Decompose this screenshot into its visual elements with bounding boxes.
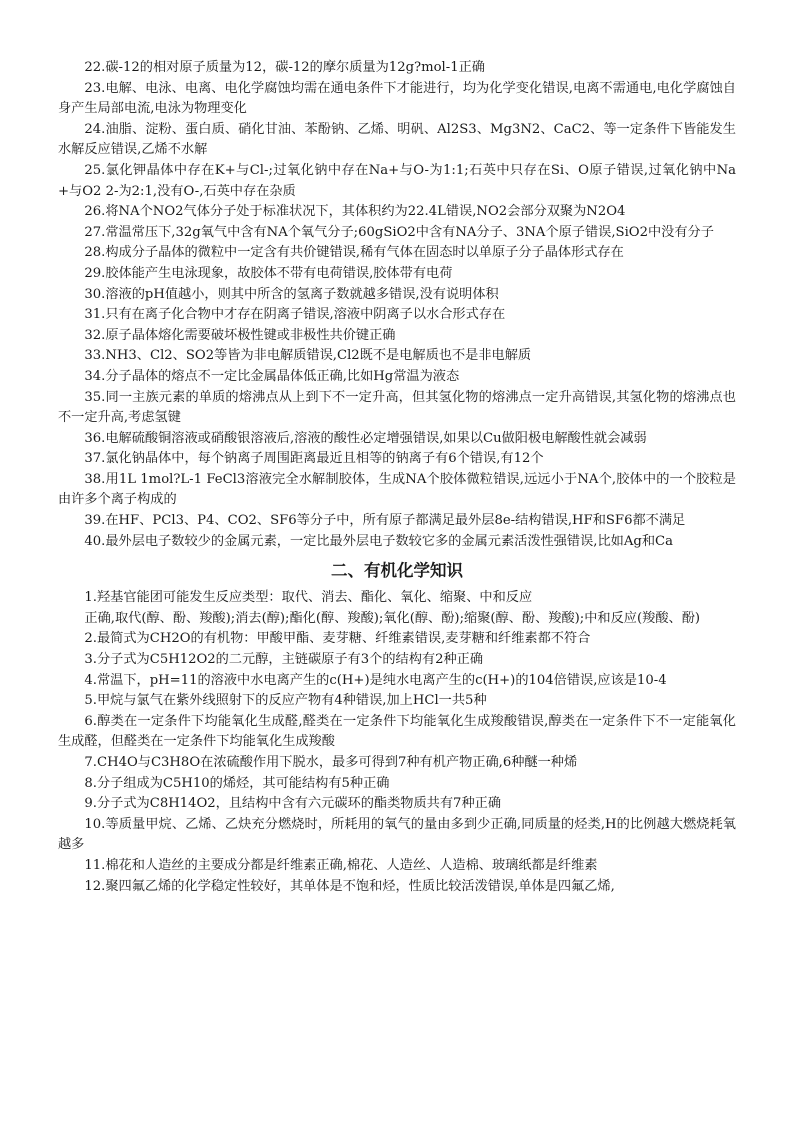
list-item: 12.聚四氟乙烯的化学稳定性较好，其单体是不饱和烃，性质比较活泼错误,单体是四氟乙烯,: [84, 878, 615, 894]
list-item: 35.同一主族元素的单质的熔沸点从上到下不一定升高，但其氢化物的熔沸点一定升高错误,其氢化物的熔沸点也不一定升高,考虑氢键: [58, 389, 736, 426]
list-item: 25.氯化钾晶体中存在K+与Cl-;过氧化钠中存在Na+与O-为1:1;石英中只存在Si、O原子错误,过氧化钠中Na+与O2 2-为2:1,没有O-,石英中存在杂质: [58, 162, 736, 199]
list-item: 23.电解、电泳、电离、电化学腐蚀均需在通电条件下才能进行，均为化学变化错误,电离不需通电,电化学腐蚀自身产生局部电流,电泳为物理变化: [58, 80, 736, 117]
list-item: 正确,取代(醇、酚、羧酸);消去(醇);酯化(醇、羧酸);氧化(醇、酚);缩聚(醇、酚、羧酸);中和反应(羧酸、酚): [84, 610, 701, 626]
list-item: 40.最外层电子数较少的金属元素，一定比最外层电子数较它多的金属元素活泼性强错误,比如Ag和Ca: [84, 533, 673, 549]
list-item: 3.分子式为C5H12O2的二元醇，主链碳原子有3个的结构有2种正确: [84, 652, 484, 668]
list-item: 7.CH4O与C3H8O在浓硫酸作用下脱水，最多可得到7种有机产物正确,6种醚一种烯: [84, 755, 578, 770]
list-item: 26.将NA个NO2气体分子处于标准状况下，其体积约为22.4L错误,NO2会部分双聚为N2O4: [84, 204, 626, 220]
list-item: 22.碳-12的相对原子质量为12，碳-12的摩尔质量为12g?mol-1正确: [84, 60, 485, 75]
list-item: 11.棉花和人造丝的主要成分都是纤维素正确,棉花、人造丝、人造棉、玻璃纸都是纤维素: [84, 857, 598, 873]
list-item: 24.油脂、淀粉、蛋白质、硝化甘油、苯酚钠、乙烯、明矾、Al2S3、Mg3N2、CaC2、等一定条件下皆能发生水解反应错误,乙烯不水解: [58, 121, 736, 158]
list-item: 4.常温下，pH=11的溶液中水电离产生的c(H+)是纯水电离产生的c(H+)的104倍错误,应该是10-4: [84, 672, 667, 688]
list-item: 10.等质量甲烷、乙烯、乙炔充分燃烧时，所耗用的氧气的量由多到少正确,同质量的烃类,H的比例越大燃烧耗氧越多: [58, 816, 736, 853]
list-item: 29.胶体能产生电泳现象，故胶体不带有电荷错误,胶体带有电荷: [84, 265, 453, 281]
list-item: 33.NH3、Cl2、SO2等皆为非电解质错误,Cl2既不是电解质也不是非电解质: [84, 348, 532, 364]
list-item: 28.构成分子晶体的微粒中一定含有共价键错误,稀有气体在固态时以单原子分子晶体形式存在: [84, 245, 624, 261]
list-item: 1.羟基官能团可能发生反应类型：取代、消去、酯化、氧化、缩聚、中和反应: [84, 590, 533, 606]
list-item: 39.在HF、PCl3、P4、CO2、SF6等分子中，所有原子都满足最外层8e-结构错误,HF和SF6都不满足: [84, 513, 686, 529]
list-item: 38.用1L 1mol?L-1 FeCl3溶液完全水解制胶体，生成NA个胶体微粒错误,远远小于NA个,胶体中的一个胶粒是由许多个离子构成的: [58, 471, 736, 508]
list-item: 8.分子组成为C5H10的烯烃，其可能结构有5种正确: [84, 775, 390, 791]
list-item: 27.常温常压下,32g氧气中含有NA个氧气分子;60gSiO2中含有NA分子、3NA个原子错误,SiO2中没有分子: [84, 224, 714, 240]
inorganic-section: [58, 58, 736, 552]
section-heading: 二、有机化学知识: [331, 561, 463, 581]
list-item: 36.电解硫酸铜溶液或硝酸银溶液后,溶液的酸性必定增强错误,如果以Cu做阳极电解酸性就会减弱: [84, 430, 647, 446]
list-item: 31.只有在离子化合物中才存在阴离子错误,溶液中阴离子以水合形式存在: [84, 307, 506, 323]
list-item: 5.甲烷与氯气在紫外线照射下的反应产物有4种错误,加上HCl一共5种: [84, 693, 487, 709]
list-item: 9.分子式为C8H14O2，且结构中含有六元碳环的酯类物质共有7种正确: [84, 796, 502, 812]
list-item: 37.氯化钠晶体中，每个钠离子周围距离最近且相等的钠离子有6个错误,有12个: [84, 451, 544, 467]
list-item: 2.最简式为CH2O的有机物：甲酸甲酯、麦芽糖、纤维素错误,麦芽糖和纤维素都不符合: [84, 631, 591, 647]
list-item: 34.分子晶体的熔点不一定比金属晶体低正确,比如Hg常温为液态: [84, 368, 460, 384]
list-item: 32.原子晶体熔化需要破坏极性键或非极性共价键正确: [84, 327, 396, 343]
list-item: 6.醇类在一定条件下均能氧化生成醛,醛类在一定条件下均能氧化生成羧酸错误,醇类在一定条件下不一定能氧化生成醛，但醛类在一定条件下均能氧化生成羧酸: [58, 713, 736, 750]
organic-section: [58, 588, 736, 897]
list-item: 30.溶液的pH值越小，则其中所含的氢离子数就越多错误,没有说明体积: [84, 286, 499, 302]
